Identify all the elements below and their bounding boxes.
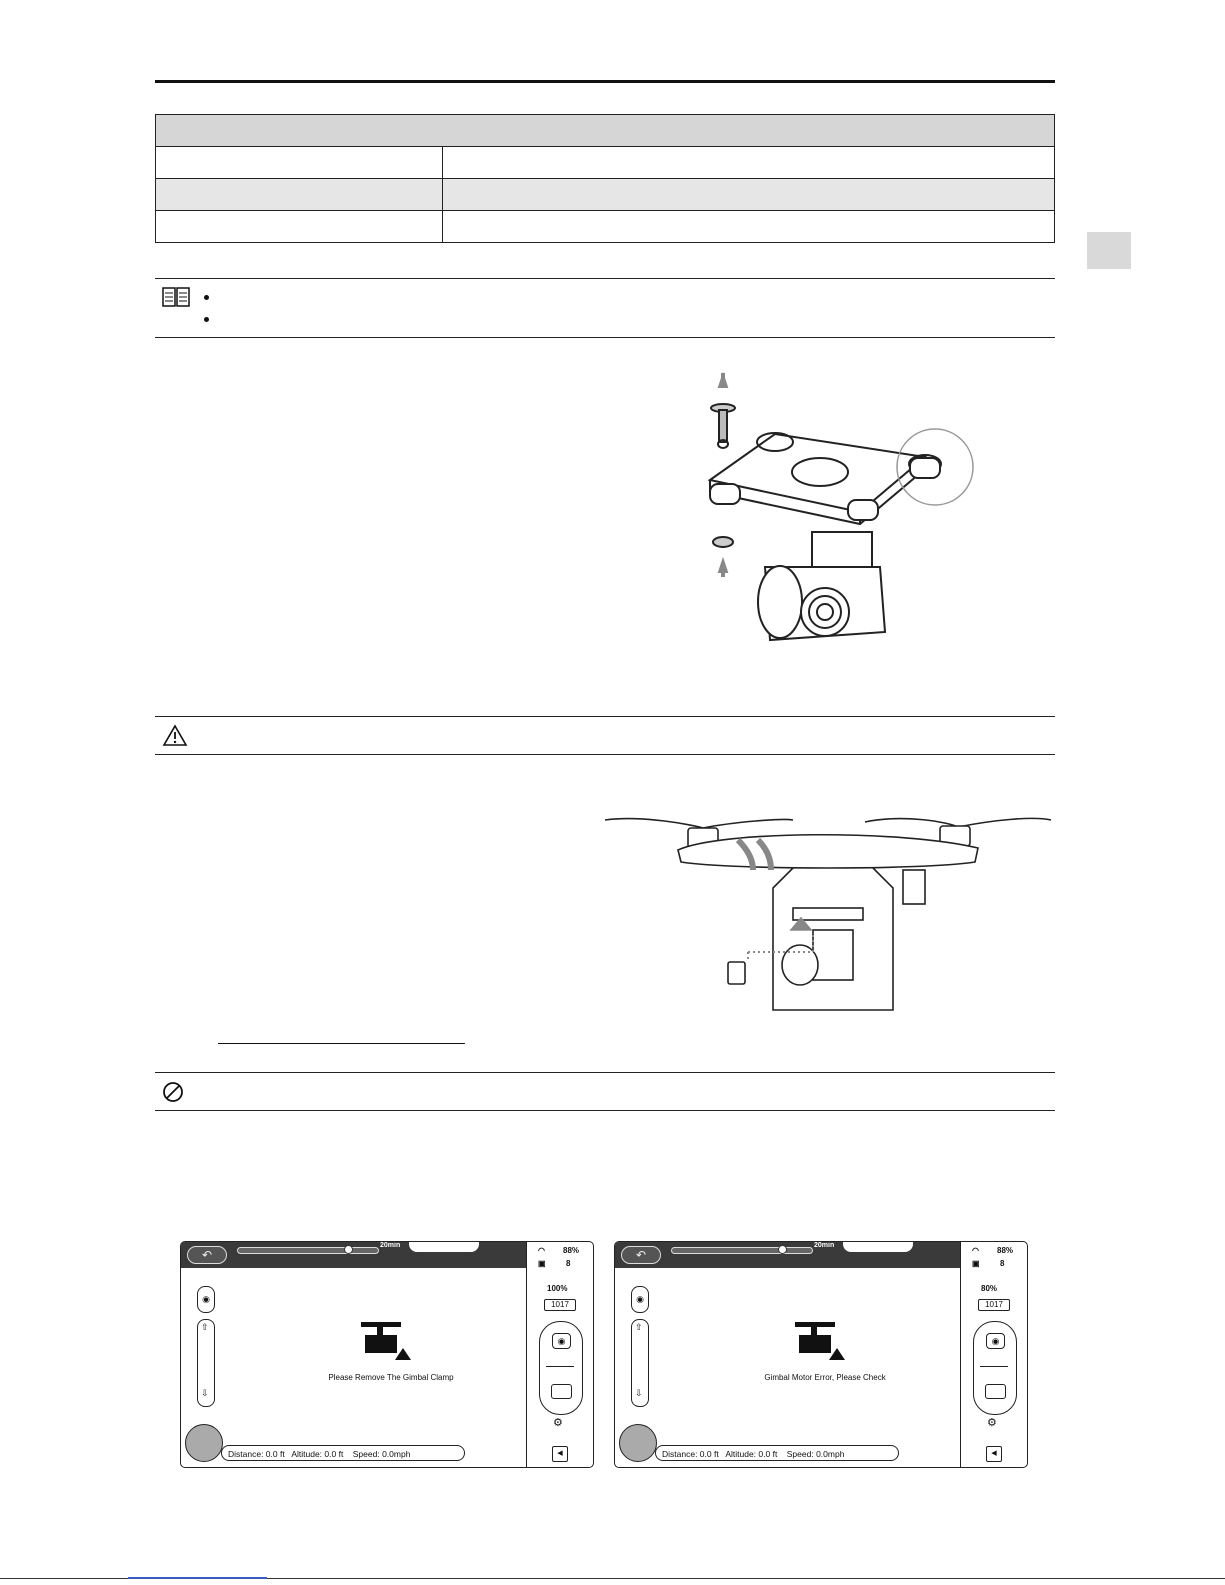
distance-readout: Distance: 0.0 ft <box>228 1449 285 1459</box>
view-icon[interactable]: ◉ <box>197 1286 215 1313</box>
telemetry-bar <box>221 1445 465 1461</box>
spec-table <box>155 114 1055 243</box>
radar-icon <box>185 1424 223 1462</box>
top-rule <box>155 80 1055 83</box>
wifi-icon: ◠ <box>538 1246 545 1255</box>
satellite-count: 8 <box>566 1259 571 1268</box>
arrow-down-icon: ⇩ <box>635 1388 643 1398</box>
right-panel-divider <box>960 1242 961 1468</box>
play-icon[interactable]: ◀ <box>986 1446 1002 1462</box>
timeline-knob[interactable] <box>344 1245 353 1254</box>
gimbal-icon <box>793 1320 847 1362</box>
flight-time-label: 20min <box>814 1242 835 1249</box>
table-cell <box>156 147 443 179</box>
gimbal-mount-illustration <box>690 372 990 657</box>
warning-icon <box>162 724 188 747</box>
bullet <box>204 295 209 300</box>
photo-counter: 1017 <box>978 1299 1010 1311</box>
telemetry-bar <box>655 1445 899 1461</box>
battery-level: 88% <box>997 1246 1014 1255</box>
altitude-readout: Altitude: 0.0 ft <box>725 1449 778 1459</box>
capture-separator <box>546 1366 574 1367</box>
speed-readout: Speed: 0.0mph <box>786 1449 845 1459</box>
rc-battery: 100% <box>547 1284 568 1293</box>
table-cell <box>443 211 1055 243</box>
arrow-up-icon: ⇧ <box>635 1322 643 1332</box>
top-tab <box>409 1242 479 1252</box>
camera-icon[interactable]: ◉ <box>552 1333 571 1349</box>
capture-separator <box>980 1366 1008 1367</box>
table-header-cell <box>156 115 1055 147</box>
table-cell <box>156 211 443 243</box>
arrow-down-icon: ⇩ <box>201 1388 209 1398</box>
status-message: Gimbal Motor Error, Please Check <box>764 1373 886 1382</box>
drone-sd-card-illustration <box>603 800 1055 1020</box>
rc-battery: 80% <box>981 1284 998 1293</box>
link-underline <box>218 1043 465 1044</box>
warning-box <box>155 716 1055 755</box>
back-arrow-icon: ↶ <box>201 1248 213 1262</box>
table-header-row <box>156 115 1055 147</box>
top-tab <box>843 1242 913 1252</box>
flight-time-label: 20min <box>380 1242 401 1249</box>
video-icon[interactable] <box>551 1384 572 1399</box>
table-cell <box>443 147 1055 179</box>
speed-readout: Speed: 0.0mph <box>352 1449 411 1459</box>
gimbal-icon <box>359 1320 413 1362</box>
right-panel-divider <box>526 1242 527 1468</box>
status-message: Please Remove The Gimbal Clamp <box>328 1373 454 1382</box>
view-icon[interactable]: ◉ <box>631 1286 649 1313</box>
table-cell <box>156 179 443 211</box>
gear-icon[interactable]: ⚙ <box>553 1417 563 1429</box>
prohibited-box <box>155 1072 1055 1111</box>
back-button[interactable] <box>621 1246 661 1264</box>
table-cell <box>443 179 1055 211</box>
photo-counter: 1017 <box>544 1299 576 1311</box>
table-row <box>156 147 1055 179</box>
table-row <box>156 179 1055 211</box>
satellite-count: 8 <box>1000 1259 1005 1268</box>
bullet <box>204 317 209 322</box>
back-button[interactable] <box>187 1246 227 1264</box>
play-icon[interactable]: ◀ <box>552 1446 568 1462</box>
distance-readout: Distance: 0.0 ft <box>662 1449 719 1459</box>
camera-icon[interactable]: ◉ <box>986 1333 1005 1349</box>
app-screen-gimbal-clamp <box>180 1241 594 1468</box>
table-row <box>156 211 1055 243</box>
battery-timeline <box>237 1247 379 1254</box>
book-icon <box>162 287 190 309</box>
battery-timeline <box>671 1247 813 1254</box>
rc-icon: ▣ <box>972 1259 980 1268</box>
chapter-side-tab <box>1087 232 1131 269</box>
note-box <box>155 278 1055 338</box>
video-icon[interactable] <box>985 1384 1006 1399</box>
app-screen-motor-error <box>614 1241 1028 1468</box>
gear-icon[interactable]: ⚙ <box>987 1417 997 1429</box>
timeline-knob[interactable] <box>778 1245 787 1254</box>
arrow-up-icon: ⇧ <box>201 1322 209 1332</box>
radar-icon <box>619 1424 657 1462</box>
footer-link-underline[interactable] <box>128 1577 267 1579</box>
battery-level: 88% <box>563 1246 580 1255</box>
altitude-readout: Altitude: 0.0 ft <box>291 1449 344 1459</box>
prohibited-icon <box>162 1081 184 1103</box>
rc-icon: ▣ <box>538 1259 546 1268</box>
wifi-icon: ◠ <box>972 1246 979 1255</box>
back-arrow-icon: ↶ <box>635 1248 647 1262</box>
